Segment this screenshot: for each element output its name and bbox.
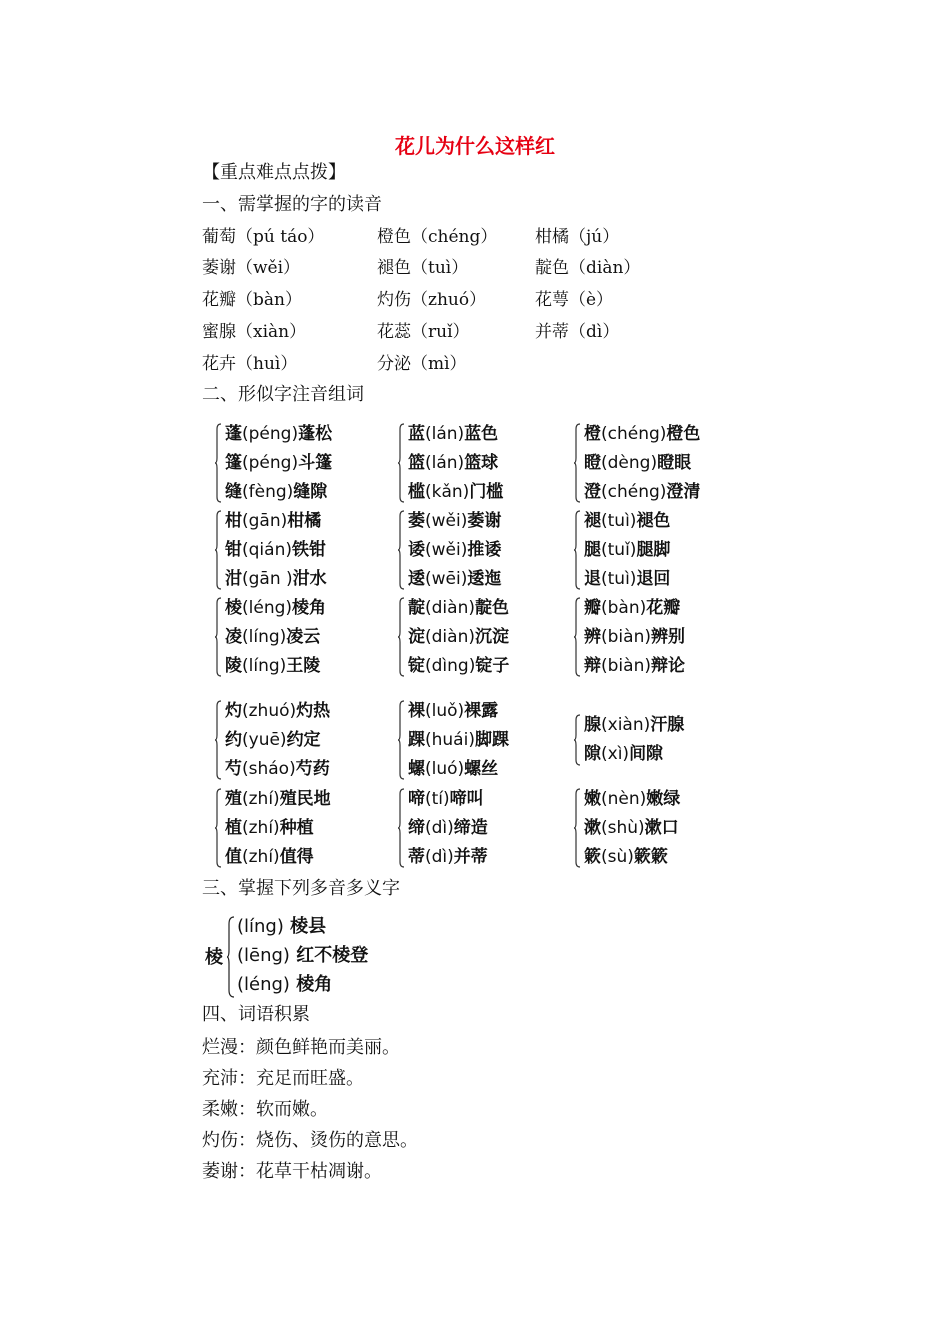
char: 萎 <box>408 511 425 531</box>
char-entry <box>408 421 498 447</box>
word: 褪色 <box>636 511 671 531</box>
char-entry <box>584 421 700 447</box>
polyphone-reading: (líng) 棱县 <box>237 916 327 937</box>
pinyin: (diàn) <box>425 598 475 618</box>
pronunciation-entry: 葡萄（pú táo） <box>202 227 325 247</box>
brace-icon <box>574 714 580 766</box>
word: 缔造 <box>453 818 488 838</box>
pinyin: (tí) <box>425 789 450 809</box>
char: 靛 <box>408 598 425 618</box>
char-group <box>215 595 365 685</box>
char: 簌 <box>584 847 601 867</box>
pinyin: (dìng) <box>425 656 476 676</box>
char-entry <box>584 508 670 534</box>
pinyin: (fèng) <box>242 482 294 502</box>
char-entry <box>225 786 331 812</box>
char: 值 <box>225 847 242 867</box>
char-entry <box>225 756 330 782</box>
pinyin: (nèn) <box>601 789 647 809</box>
word: 退回 <box>636 569 671 589</box>
char: 缝 <box>225 482 242 502</box>
section3-heading: 三、掌握下列多音多义字 <box>202 878 400 899</box>
pinyin: (xì) <box>601 744 630 764</box>
word: 漱口 <box>644 818 679 838</box>
brace-icon <box>398 597 404 677</box>
char-group <box>215 698 365 788</box>
word: 泔水 <box>292 569 327 589</box>
char-entry <box>584 537 670 563</box>
char-group <box>215 421 365 511</box>
pinyin: (luó) <box>425 759 465 779</box>
char: 凌 <box>225 627 242 647</box>
word: 辩论 <box>650 656 685 676</box>
char-entry <box>225 450 332 476</box>
word: 约定 <box>286 730 321 750</box>
polyphone-char: 棱 <box>205 947 223 968</box>
char: 蓬 <box>225 424 242 444</box>
char-entry <box>584 741 663 767</box>
char: 啼 <box>408 789 425 809</box>
word: 王陵 <box>286 656 321 676</box>
vocab-item: 烂漫：颜色鲜艳而美丽。 <box>202 1037 400 1058</box>
char: 钳 <box>225 540 242 560</box>
pinyin: (tuǐ) <box>601 540 637 560</box>
word: 靛色 <box>474 598 509 618</box>
char: 植 <box>225 818 242 838</box>
pinyin: (tuì) <box>601 511 637 531</box>
word: 值得 <box>279 847 314 867</box>
pinyin: (biàn) <box>601 627 651 647</box>
pinyin: (gān) <box>242 511 288 531</box>
word: 芍药 <box>295 759 330 779</box>
pronunciation-entry: 花瓣（bàn） <box>202 290 302 310</box>
word: 汗腺 <box>650 715 685 735</box>
char: 棱 <box>225 598 242 618</box>
word: 螺丝 <box>464 759 499 779</box>
char: 槛 <box>408 482 425 502</box>
vocab-item: 充沛：充足而旺盛。 <box>202 1068 364 1089</box>
pinyin: (biàn) <box>601 656 651 676</box>
char: 瓣 <box>584 598 601 618</box>
word: 缝隙 <box>293 482 328 502</box>
pronunciation-entry: 灼伤（zhuó） <box>377 290 487 310</box>
char: 诿 <box>408 540 425 560</box>
word: 萎谢 <box>467 511 502 531</box>
word: 逶迤 <box>467 569 502 589</box>
pronunciation-entry: 萎谢（wěi） <box>202 258 301 278</box>
page-title: 花儿为什么这样红 <box>395 134 555 158</box>
brace-icon <box>574 597 580 677</box>
brace-icon <box>215 423 221 503</box>
brace-icon <box>574 788 580 868</box>
brace-icon <box>227 916 235 1003</box>
char: 锭 <box>408 656 425 676</box>
char-group <box>215 786 365 876</box>
char: 逶 <box>408 569 425 589</box>
char: 退 <box>584 569 601 589</box>
pinyin: (kǎn) <box>425 482 470 502</box>
char-entry <box>408 537 501 563</box>
polyphone-reading: (lēng) 红不棱登 <box>237 945 369 966</box>
key-points-heading: 【重点难点点拨】 <box>202 162 346 183</box>
char: 灼 <box>225 701 242 721</box>
char-entry <box>225 624 320 650</box>
pronunciation-entry: 分泌（mì） <box>377 354 467 374</box>
pronunciation-entry: 靛色（diàn） <box>535 258 641 278</box>
brace-icon <box>215 510 221 590</box>
char: 腿 <box>584 540 601 560</box>
word: 沉淀 <box>474 627 509 647</box>
char: 约 <box>225 730 242 750</box>
pinyin: (tuì) <box>601 569 637 589</box>
char: 瞪 <box>584 453 601 473</box>
pinyin: (líng) <box>242 627 287 647</box>
pinyin: (zhí) <box>242 789 280 809</box>
char: 橙 <box>584 424 601 444</box>
char-group <box>574 421 724 511</box>
brace-icon <box>215 597 221 677</box>
pronunciation-entry: 柑橘（jú） <box>535 227 620 247</box>
char: 缔 <box>408 818 425 838</box>
char-entry <box>408 450 498 476</box>
word: 辨别 <box>650 627 685 647</box>
pinyin: (yuē) <box>242 730 287 750</box>
brace-icon <box>574 510 580 590</box>
pinyin: (xiàn) <box>601 715 651 735</box>
pinyin: (bàn) <box>601 598 647 618</box>
pinyin: (diàn) <box>425 627 475 647</box>
brace-icon <box>574 423 580 503</box>
pinyin: (léng) <box>242 598 293 618</box>
brace-icon <box>215 788 221 868</box>
char: 澄 <box>584 482 601 502</box>
word: 蓬松 <box>298 424 333 444</box>
pinyin: (shù) <box>601 818 645 838</box>
polyphone-reading: (léng) 棱角 <box>237 974 333 995</box>
brace-icon <box>398 510 404 590</box>
pinyin: (sù) <box>601 847 634 867</box>
char: 踝 <box>408 730 425 750</box>
char-entry <box>225 727 321 753</box>
polyphone-block <box>205 913 425 1003</box>
word: 嫩绿 <box>646 789 681 809</box>
brace-icon <box>398 423 404 503</box>
char-entry <box>225 653 320 679</box>
vocab-item: 灼伤：烧伤、烫伤的意思。 <box>202 1130 418 1151</box>
word: 间隙 <box>629 744 664 764</box>
char-entry <box>584 624 685 650</box>
pronunciation-entry: 花蕊（ruǐ） <box>377 322 470 342</box>
char-entry <box>584 815 679 841</box>
pinyin: (sháo) <box>242 759 296 779</box>
char-group <box>574 595 724 685</box>
char: 淀 <box>408 627 425 647</box>
char: 殖 <box>225 789 242 809</box>
char-entry <box>408 653 509 679</box>
pinyin: (gān ) <box>242 569 293 589</box>
char: 裸 <box>408 701 425 721</box>
char-entry <box>584 712 684 738</box>
char-entry <box>584 450 691 476</box>
char-entry <box>584 786 680 812</box>
word: 簌簌 <box>633 847 668 867</box>
char-group <box>398 421 548 511</box>
brace-icon <box>398 788 404 868</box>
char: 腺 <box>584 715 601 735</box>
char-group <box>398 508 548 598</box>
word: 斗篷 <box>298 453 333 473</box>
char-group <box>574 786 724 876</box>
word: 柑橘 <box>287 511 322 531</box>
word: 脚踝 <box>474 730 509 750</box>
word: 种植 <box>279 818 314 838</box>
pinyin: (chéng) <box>601 482 667 502</box>
char: 蓝 <box>408 424 425 444</box>
brace-icon <box>215 700 221 780</box>
pronunciation-entry: 橙色（chéng） <box>377 227 498 247</box>
char-entry <box>408 624 509 650</box>
word: 篮球 <box>464 453 499 473</box>
pronunciation-entry: 花萼（è） <box>535 290 614 310</box>
char-entry <box>408 698 498 724</box>
char-entry <box>584 595 680 621</box>
char-entry <box>408 756 498 782</box>
word: 殖民地 <box>279 789 331 809</box>
char-group <box>574 508 724 598</box>
char-entry <box>408 566 501 592</box>
pronunciation-entry: 蜜腺（xiàn） <box>202 322 307 342</box>
pinyin: (líng) <box>242 656 287 676</box>
char-entry <box>408 508 501 534</box>
word: 灼热 <box>296 701 331 721</box>
char-entry <box>408 727 509 753</box>
char-entry <box>408 786 484 812</box>
word: 花瓣 <box>646 598 681 618</box>
char: 陵 <box>225 656 242 676</box>
char-entry <box>225 479 327 505</box>
char: 隙 <box>584 744 601 764</box>
section1-heading: 一、需掌握的字的读音 <box>202 194 382 215</box>
char-entry <box>225 566 327 592</box>
char-entry <box>408 815 488 841</box>
word: 橙色 <box>666 424 701 444</box>
char-entry <box>225 844 314 870</box>
char-entry <box>408 479 503 505</box>
char-group <box>398 698 548 788</box>
pinyin: (luǒ) <box>425 701 465 721</box>
word: 棱角 <box>292 598 327 618</box>
word: 门槛 <box>469 482 504 502</box>
pronunciation-entry: 花卉（huì） <box>202 354 298 374</box>
char: 篷 <box>225 453 242 473</box>
char-entry <box>225 421 332 447</box>
char-entry <box>225 537 326 563</box>
word: 澄清 <box>666 482 701 502</box>
char-entry <box>408 595 509 621</box>
pinyin: (zhuó) <box>242 701 297 721</box>
char-entry <box>584 844 668 870</box>
char-group <box>215 508 365 598</box>
char: 漱 <box>584 818 601 838</box>
word: 啼叫 <box>449 789 484 809</box>
char-entry <box>225 815 314 841</box>
char-group <box>398 786 548 876</box>
pinyin: (péng) <box>242 453 299 473</box>
pinyin: (wěi) <box>425 540 468 560</box>
char: 嫩 <box>584 789 601 809</box>
section4-heading: 四、词语积累 <box>202 1004 310 1025</box>
char-group <box>398 595 548 685</box>
pinyin: (zhí) <box>242 847 280 867</box>
pinyin: (wěi) <box>425 511 468 531</box>
brace-icon <box>398 700 404 780</box>
pinyin: (lán) <box>425 424 465 444</box>
word: 凌云 <box>286 627 321 647</box>
pinyin: (qián) <box>242 540 292 560</box>
char: 柑 <box>225 511 242 531</box>
word: 推诿 <box>467 540 502 560</box>
char: 篮 <box>408 453 425 473</box>
word: 锭子 <box>475 656 510 676</box>
word: 铁钳 <box>291 540 326 560</box>
char: 螺 <box>408 759 425 779</box>
char-entry <box>225 595 326 621</box>
pinyin: (zhí) <box>242 818 280 838</box>
pinyin: (chéng) <box>601 424 667 444</box>
vocab-item: 柔嫩：软而嫩。 <box>202 1099 328 1120</box>
section2-heading: 二、形似字注音组词 <box>202 384 364 405</box>
char-entry <box>225 508 321 534</box>
char: 辨 <box>584 627 601 647</box>
pinyin: (dì) <box>425 847 454 867</box>
word: 裸露 <box>464 701 499 721</box>
pinyin: (dì) <box>425 818 454 838</box>
word: 并蒂 <box>453 847 488 867</box>
pinyin: (dèng) <box>601 453 658 473</box>
pinyin: (lán) <box>425 453 465 473</box>
pinyin: (wēi) <box>425 569 468 589</box>
word: 瞪眼 <box>657 453 692 473</box>
pinyin: (huái) <box>425 730 475 750</box>
pinyin: (péng) <box>242 424 299 444</box>
char: 褪 <box>584 511 601 531</box>
char: 泔 <box>225 569 242 589</box>
pronunciation-entry: 褪色（tuì） <box>377 258 469 278</box>
char: 辩 <box>584 656 601 676</box>
word: 腿脚 <box>636 540 671 560</box>
vocab-item: 萎谢：花草干枯凋谢。 <box>202 1161 382 1182</box>
char-entry <box>408 844 488 870</box>
char-entry <box>225 698 330 724</box>
char: 蒂 <box>408 847 425 867</box>
pronunciation-entry: 并蒂（dì） <box>535 322 620 342</box>
char: 芍 <box>225 759 242 779</box>
char-entry <box>584 653 685 679</box>
char-entry <box>584 479 700 505</box>
char-group <box>574 698 724 788</box>
char-entry <box>584 566 670 592</box>
word: 蓝色 <box>464 424 499 444</box>
